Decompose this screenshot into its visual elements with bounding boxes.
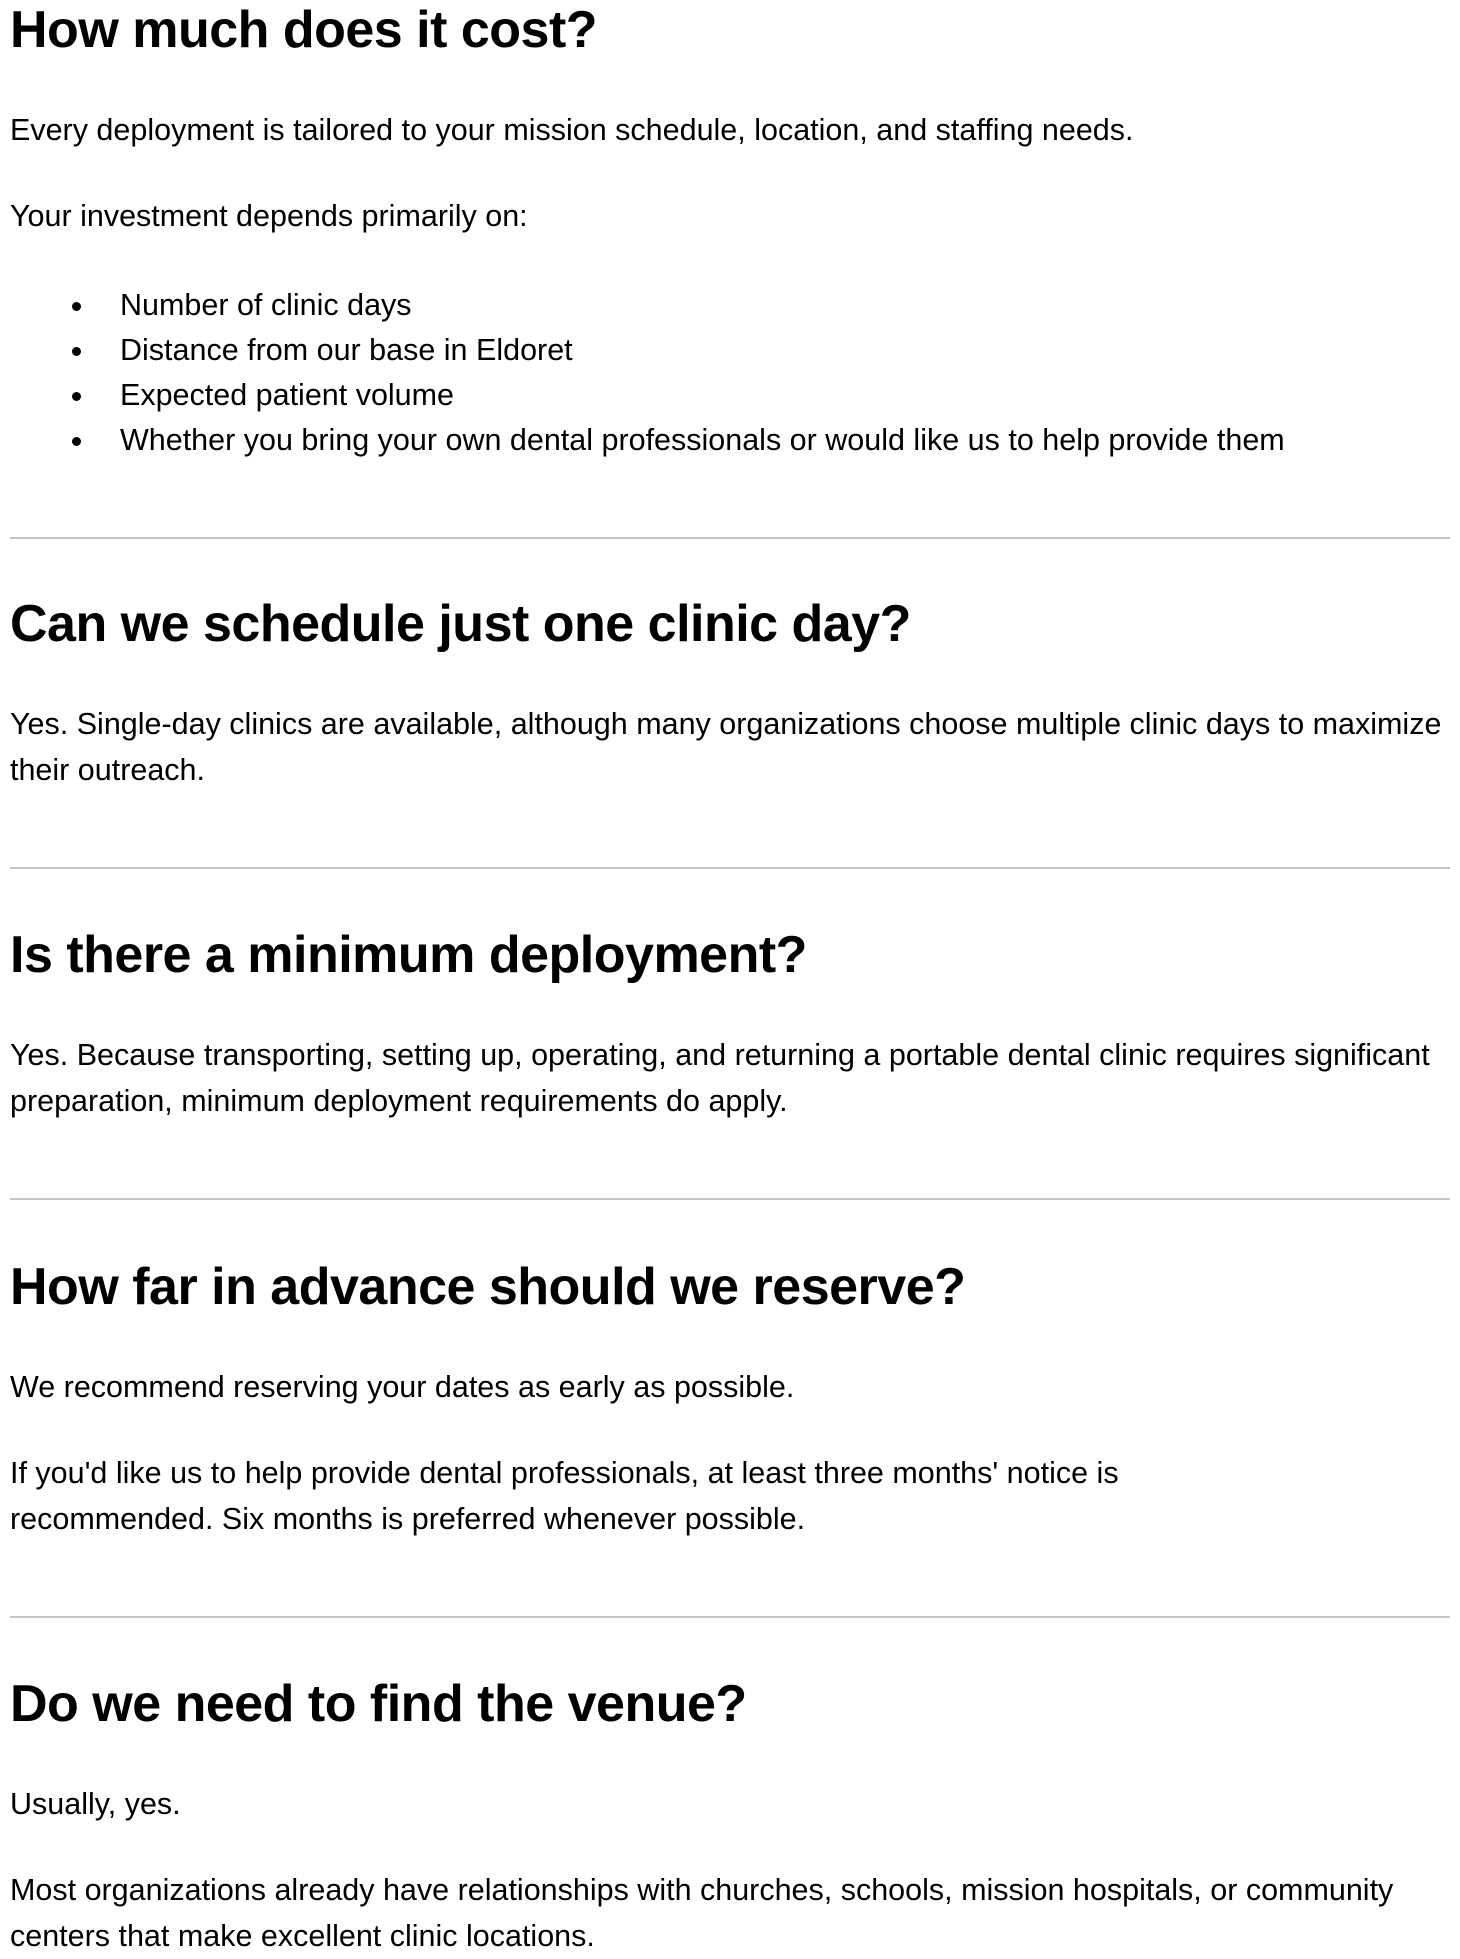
- faq-question: Is there a minimum deployment?: [10, 926, 807, 984]
- faq-question: Can we schedule just one clinic day?: [10, 595, 911, 653]
- faq-answer: Yes. Because transporting, setting up, operating, and returning a portable dental clinic requires significant preparation, minimum deployment requirements do apply.: [10, 1038, 1430, 1118]
- faq-question: Do we need to find the venue?: [10, 1675, 747, 1733]
- list-item-text: Whether you bring your own dental professionals or would like us to help provide them: [120, 423, 1285, 457]
- faq-answer: Your investment depends primarily on:: [10, 199, 528, 233]
- faq-question: How far in advance should we reserve?: [10, 1258, 966, 1316]
- bullet-icon: [72, 347, 81, 356]
- section-divider: [10, 537, 1450, 539]
- faq-question: How much does it cost?: [10, 1, 598, 59]
- bullet-icon: [72, 437, 81, 446]
- cost-factors-list: [10, 283, 1450, 463]
- list-item-text: Distance from our base in Eldoret: [120, 333, 573, 367]
- list-item: [10, 373, 1450, 418]
- bullet-icon: [72, 302, 81, 311]
- faq-answer: Usually, yes.: [10, 1787, 181, 1821]
- faq-answer: If you'd like us to help provide dental professionals, at least three months' notice is recommended. Six months is preferred whenever possible.: [10, 1456, 1119, 1536]
- section-divider: [10, 1616, 1450, 1618]
- list-item: [10, 418, 1450, 463]
- faq-answer: We recommend reserving your dates as early as possible.: [10, 1370, 795, 1404]
- list-item-text: Expected patient volume: [120, 378, 455, 412]
- list-item: [10, 328, 1450, 373]
- faq-answer: Most organizations already have relationships with churches, schools, mission hospitals, or community centers that make excellent clinic locations.: [10, 1873, 1394, 1953]
- faq-answer: Every deployment is tailored to your mission schedule, location, and staffing needs.: [10, 113, 1134, 147]
- section-divider: [10, 1198, 1450, 1200]
- bullet-icon: [72, 392, 81, 401]
- section-divider: [10, 867, 1450, 869]
- faq-answer: Yes. Single-day clinics are available, although many organizations choose multiple clinic days to maximize their outreach.: [10, 707, 1442, 787]
- list-item: [10, 283, 1450, 328]
- list-item-text: Number of clinic days: [120, 288, 412, 322]
